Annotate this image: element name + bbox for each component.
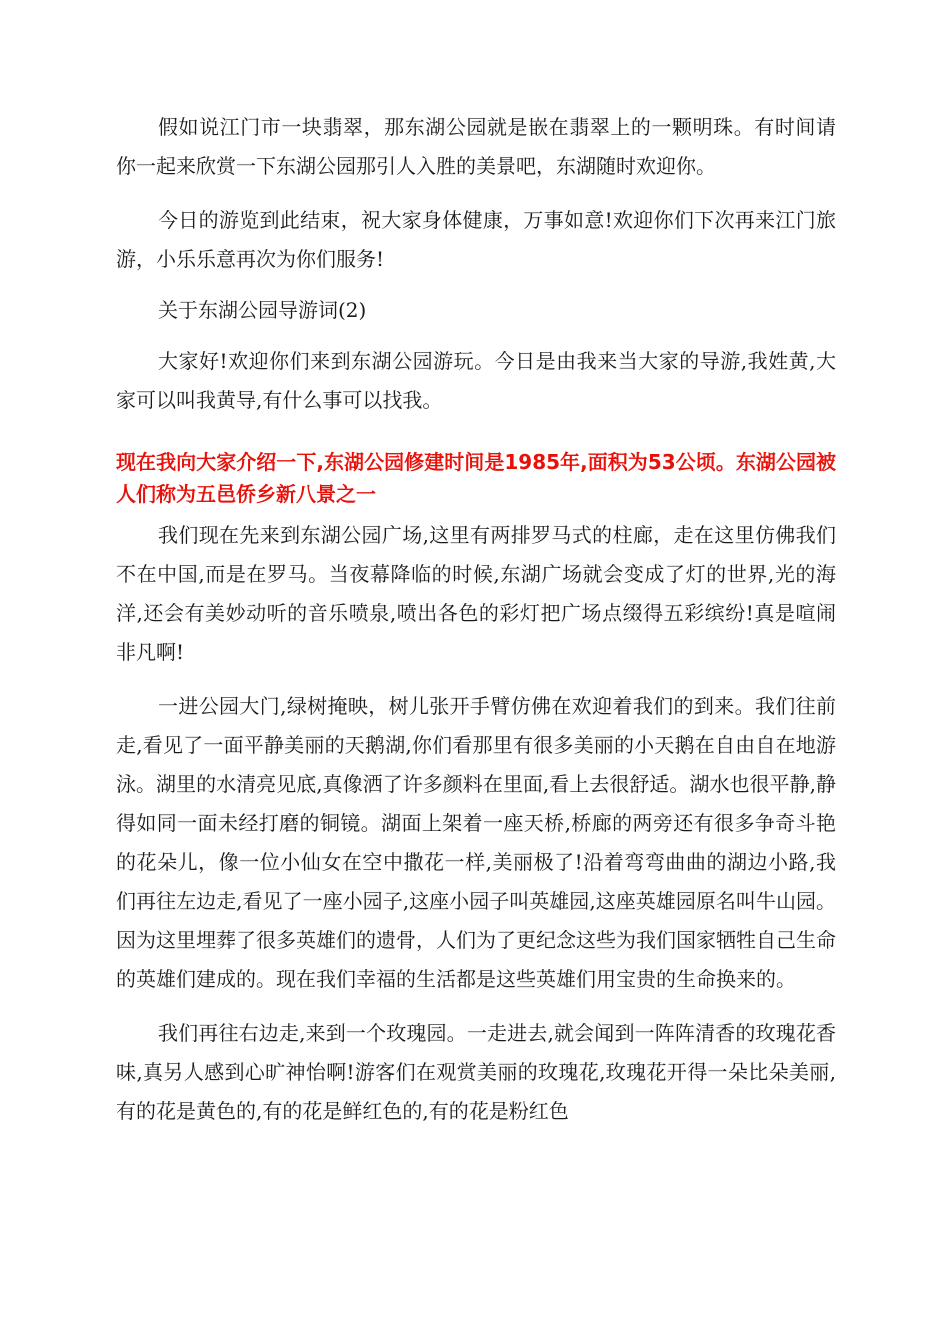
highlight-heading: 现在我向大家介绍一下,东湖公园修建时间是1985年,面积为53公顷。东湖公园被人们称为五邑侨乡新八景之一 bbox=[116, 450, 836, 506]
paragraph-plaza: 我们现在先来到东湖公园广场,这里有两排罗马式的柱廊，走在这里仿佛我们不在中国,而是在罗马。当夜幕降临的时候,东湖广场就会变成了灯的世界,光的海洋,还会有美妙动听的音乐喷泉,喷出各色的彩灯把广场点缀得五彩缤纷!真是喧闹非凡啊! bbox=[116, 523, 836, 664]
paragraph-closing-praise: 假如说江门市一块翡翠，那东湖公园就是嵌在翡翠上的一颗明珠。有时间请你一起来欣赏一下东湖公园那引人入胜的美景吧，东湖随时欢迎你。 bbox=[116, 115, 836, 178]
paragraph-farewell: 今日的游览到此结束，祝大家身体健康，万事如意!欢迎你们下次再来江门旅游，小乐乐意再次为你们服务! bbox=[116, 208, 836, 271]
section-title: 关于东湖公园导游词(2) bbox=[158, 298, 367, 322]
paragraph-greeting: 大家好!欢迎你们来到东湖公园游玩。今日是由我来当大家的导游,我姓黄,大家可以叫我黄导,有什么事可以找我。 bbox=[116, 349, 836, 412]
paragraph-swan-lake: 一进公园大门,绿树掩映，树儿张开手臂仿佛在欢迎着我们的到来。我们往前走,看见了一面平静美丽的天鹅湖,你们看那里有很多美丽的小天鹅在自由自在地游泳。湖里的水清亮见底,真像洒了许多颜料在里面,看上去很舒适。湖水也很平静,静得如同一面未经打磨的铜镜。湖面上架着一座天桥,桥廊的两旁还有很多争奇斗艳的花朵儿，像一位小仙女在空中撒花一样,美丽极了!沿着弯弯曲曲的湖边小路,我们再往左边走,看见了一座小园子,这座小园子叫英雄园,这座英雄园原名叫牛山园。因为这里埋葬了很多英雄们的遗骨，人们为了更纪念这些为我们国家牺牲自己生命的英雄们建成的。现在我们幸福的生活都是这些英雄们用宝贵的生命换来的。 bbox=[116, 694, 836, 991]
document-body bbox=[116, 108, 836, 1131]
paragraph-rose-garden: 我们再往右边走,来到一个玫瑰园。一走进去,就会闻到一阵阵清香的玫瑰花香味,真另人感到心旷神怡啊!游客们在观赏美丽的玫瑰花,玫瑰花开得一朵比朵美丽,有的花是黄色的,有的花是鲜红色的,有的花是粉红色 bbox=[116, 1021, 836, 1123]
